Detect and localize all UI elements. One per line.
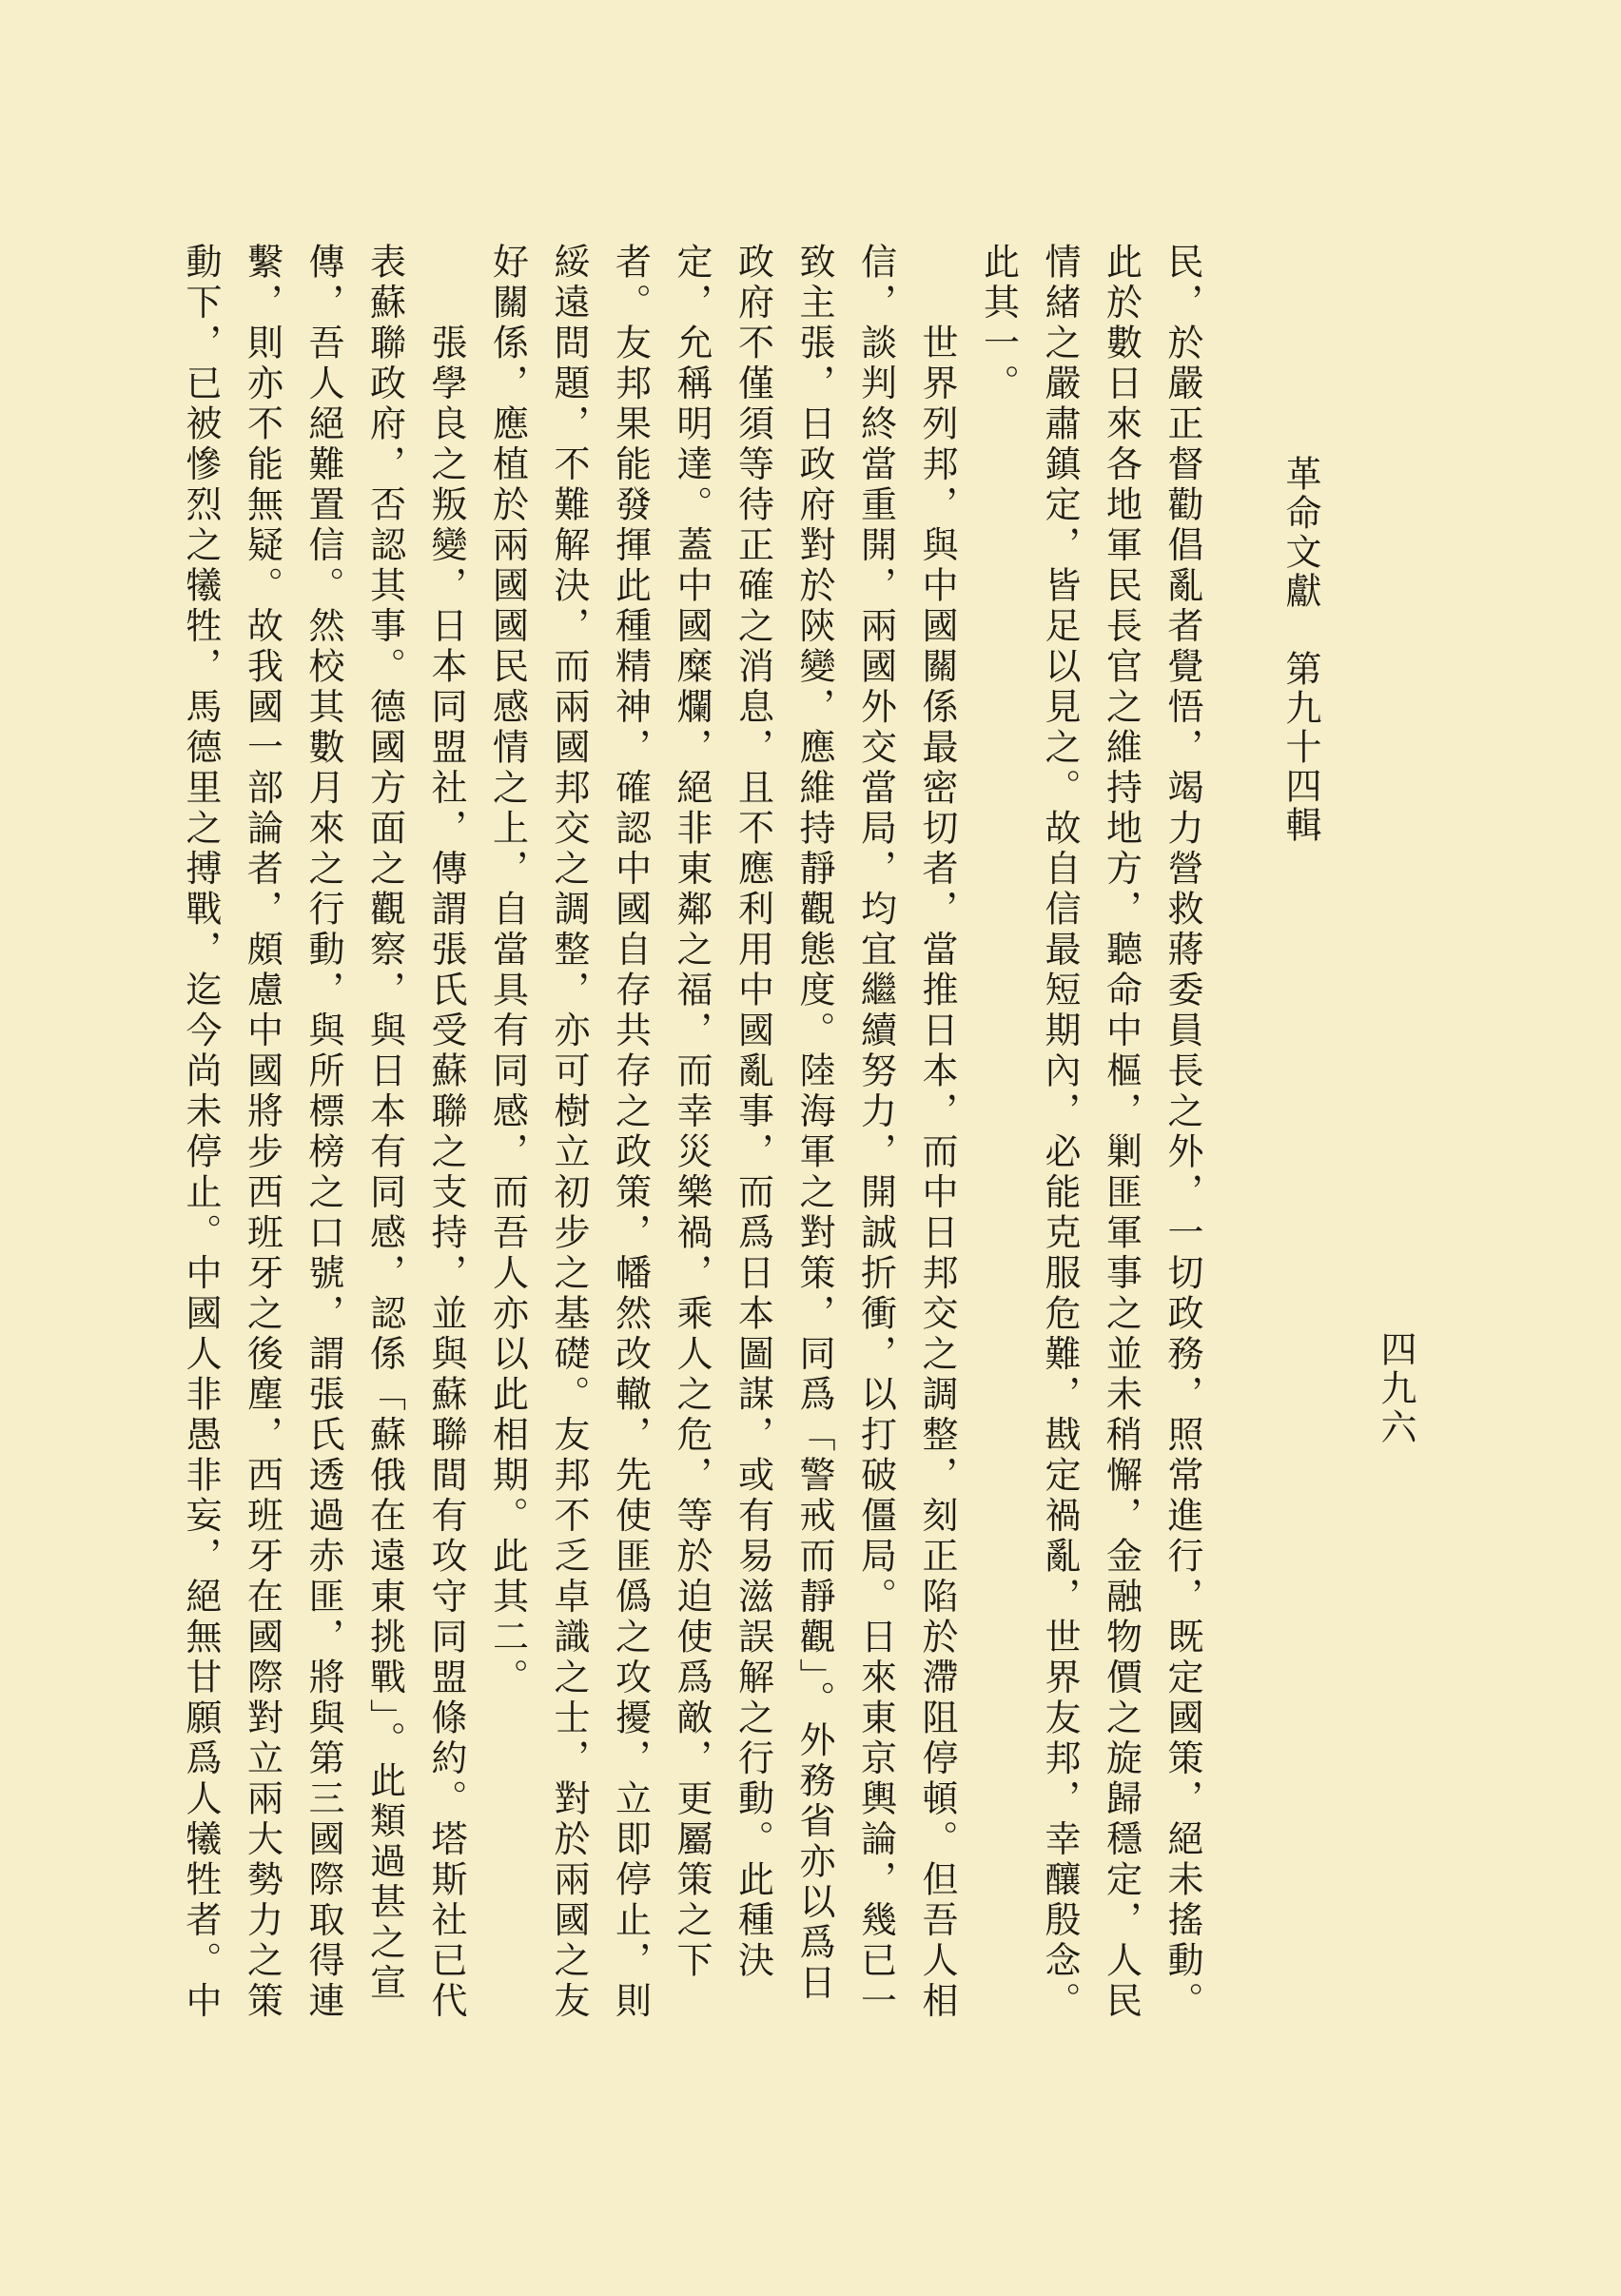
text-column: 政府不僅須等待正確之消息，且不應利用中國亂事，而爲日本圖謀，或有易滋誤解之行動。此種決 bbox=[732, 243, 774, 1982]
text-column: 動下，已被慘烈之犧牲，馬德里之搏戰，迄今尚未停止。中國人非愚非妄，絕無甘願爲人犧牲者。中 bbox=[180, 243, 222, 2022]
text-column: 定，允稱明達。蓋中國糜爛，絕非東鄰之福，而幸災樂禍，乘人之危，等於迫使爲敵，更屬策之下 bbox=[671, 243, 713, 1982]
body-text bbox=[170, 243, 1214, 2031]
text-column: 民，於嚴正督勸倡亂者覺悟，竭力營救蔣委員長之外，一切政務，照常進行，既定國策，絕未搖動。 bbox=[1162, 243, 1203, 2022]
text-column: 信，談判終當重開，兩國外交當局，均宜繼續努力，開誠折衝，以打破僵局。日來東京輿論，幾已一 bbox=[854, 243, 897, 2022]
text-column: 傳，吾人絕難置信。然校其數月來之行動，與所標榜之口號，謂張氏透過赤匪，將與第三國際取得連 bbox=[303, 243, 344, 2022]
text-column: 此於數日來各地軍民長官之維持地方，聽命中樞，剿匪軍事之並未稍懈，金融物價之旋歸穩定，人民 bbox=[1100, 243, 1143, 2022]
text-column: 張學良之叛變，日本同盟社，傳謂張氏受蘇聯之支持，並與蘇聯間有攻守同盟條約。塔斯社已代 bbox=[425, 324, 467, 2022]
text-column: 此其一。 bbox=[977, 243, 1020, 404]
text-column: 綏遠問題，不難解決，而兩國邦交之調整，亦可樹立初步之基礎。友邦不乏卓識之士，對於兩國之友 bbox=[548, 243, 590, 2022]
text-column: 致主張，日政府對於陝變，應維持靜觀態度。陸海軍之對策，同爲「警戒而靜觀」。外務省亦以爲日 bbox=[793, 243, 835, 2004]
page-number: 四九六 bbox=[1375, 1330, 1416, 1447]
text-column: 情緒之嚴肅鎮定，皆足以見之。故自信最短期內，必能克服危難，戡定禍亂，世界友邦，幸釀殷念。 bbox=[1039, 243, 1081, 2022]
text-column: 繫，則亦不能無疑。故我國一部論者，頗慮中國將步西班牙之後塵，西班牙在國際對立兩大勢力之策 bbox=[241, 243, 283, 2022]
text-column: 者。友邦果能發揮此種精神，確認中國自存共存之政策，幡然改轍，先使匪僞之攻擾，立即停止，則 bbox=[609, 243, 652, 2022]
text-column: 好關係，應植於兩國國民感情之上，自當具有同感，而吾人亦以此相期。此其二。 bbox=[486, 243, 529, 1698]
text-column: 世界列邦，與中國關係最密切者，當推日本，而中日邦交之調整，刻正陷於滯阻停頓。但吾人相 bbox=[916, 324, 958, 2022]
running-header: 革命文獻 第九十四輯 bbox=[1279, 455, 1321, 845]
text-column: 表蘇聯政府，否認其事。德國方面之觀察，與日本有同感，認係「蘇俄在遠東挑戰」。此類過甚之宣 bbox=[363, 243, 406, 2004]
